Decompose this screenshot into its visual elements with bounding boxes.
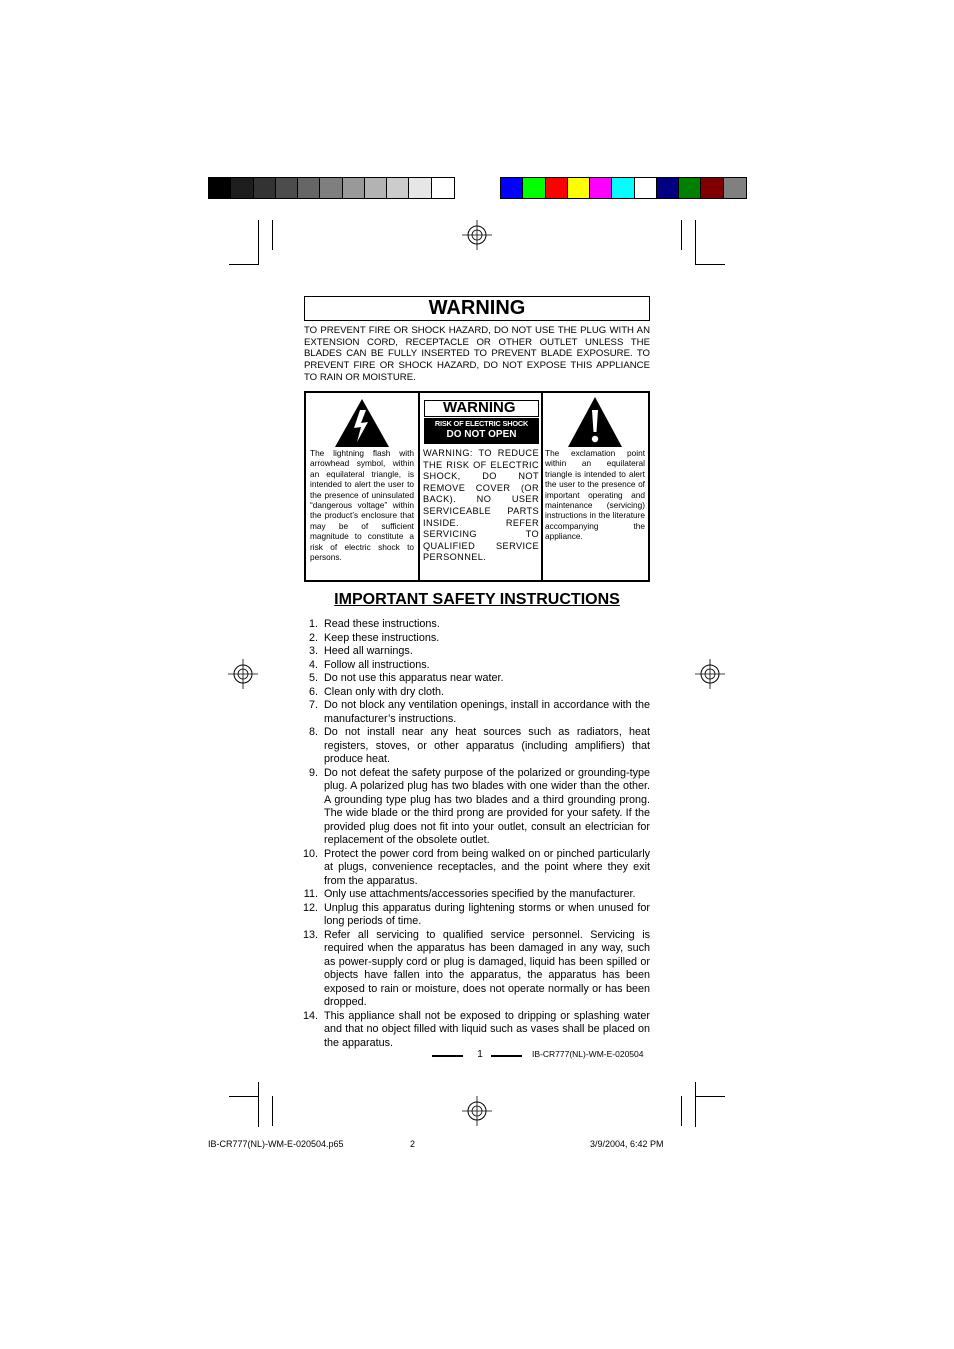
instruction-text: Do not use this apparatus near water.: [324, 672, 504, 684]
exclamation-description: The exclamation point within an equilateral triangle is intended to alert the user to the presence of important operating and maintenance (servicing) instructions in the literature accompanying the appliance.: [545, 448, 645, 542]
color-swatch: [501, 178, 523, 198]
instruction-number: 4.: [308, 658, 318, 671]
instruction-text: Do not install near any heat sources such as radiators, heat registers, stoves, or other apparatus (including amplifiers) that produce heat.: [324, 726, 650, 765]
crop-mark: [681, 1096, 682, 1126]
instruction-number: 14.: [302, 1009, 318, 1022]
color-swatch: [365, 178, 387, 198]
instruction-text: Do not block any ventilation openings, install in accordance with the manufacturer’s instructions.: [324, 699, 650, 725]
print-timestamp: 3/9/2004, 6:42 PM: [590, 1139, 664, 1149]
registration-target-icon: [462, 220, 492, 250]
warning-intro-text: TO PREVENT FIRE OR SHOCK HAZARD, DO NOT USE THE PLUG WITH AN EXTENSION CORD, RECEPTACLE OR OTHER OUTLET UNLESS THE BLADES CAN BE FULLY INSERTED TO PREVENT BLADE EXPOSURE. TO PREVENT FIRE OR SHOCK HAZARD, DO NOT EXPOSE THIS APPLIANCE TO RAIN OR MOISTURE.: [304, 325, 650, 383]
instruction-text: Clean only with dry cloth.: [324, 685, 445, 698]
instruction-item: [304, 659, 650, 673]
exclamation-column: [543, 393, 648, 580]
instruction-number: 6.: [308, 685, 318, 698]
lightning-column: [306, 393, 420, 580]
crop-mark: [229, 1096, 259, 1097]
instruction-item: [304, 726, 650, 767]
instruction-number: 10.: [302, 847, 318, 860]
color-swatch: [701, 178, 723, 198]
instruction-text: Refer all servicing to qualified service personnel. Servicing is required when the apparatus has been damaged in any way, such as power-supply cord or plug is damaged, liquid has been spilled or objects have fallen into the apparatus, the apparatus has been exposed to rain or moisture, does not operate normally or has been dropped.: [324, 928, 650, 1008]
instruction-text: Keep these instructions.: [324, 631, 440, 644]
registration-target-icon: [462, 1096, 492, 1126]
instruction-number: 2.: [308, 631, 318, 644]
instruction-text: This appliance shall not be exposed to dripping or splashing water and that no object filled with liquid such as vases shall be placed on the apparatus.: [324, 1009, 650, 1049]
risk-label: [424, 418, 539, 444]
color-swatch: [612, 178, 634, 198]
registration-target-icon: [695, 659, 725, 689]
color-swatch: [724, 178, 746, 198]
instruction-item: [304, 645, 650, 659]
color-swatch: [523, 178, 545, 198]
safety-symbol-box: [304, 391, 650, 582]
registration-target-icon: [228, 659, 258, 689]
instruction-text: Heed all warnings.: [324, 645, 413, 657]
warning-heading: WARNING: [304, 296, 650, 321]
center-warning-text: WARNING: TO REDUCE THE RISK OF ELECTRIC SHOCK, DO NOT REMOVE COVER (OR BACK). NO USER SERVICEABLE PARTS INSIDE. REFER SERVICING TO QUALIFIED SERVICE PERSONNEL.: [423, 448, 539, 563]
crop-mark: [681, 220, 682, 250]
instruction-item: [304, 929, 650, 1010]
safety-instructions-title: IMPORTANT SAFETY INSTRUCTIONS: [334, 591, 620, 608]
color-swatch: [635, 178, 657, 198]
file-name: IB-CR777(NL)-WM-E-020504.p65: [208, 1139, 344, 1149]
instruction-number: 7.: [308, 699, 318, 711]
instruction-number: 8.: [308, 726, 318, 738]
instruction-item: [304, 1010, 650, 1051]
page-number: 1: [477, 1049, 483, 1060]
grayscale-calibration-bar: [208, 177, 455, 199]
crop-mark: [695, 1096, 725, 1097]
color-calibration-bar: [500, 177, 747, 199]
lightning-description: The lightning flash with arrowhead symbol, within an equilateral triangle, is intended to alert the user to the presence of uninsulated “dangerous voltage” within the product’s enclosure that may be of sufficient magnitude to constitute a risk of electric shock to persons.: [310, 448, 414, 563]
instruction-item: [304, 848, 650, 889]
instruction-item: [304, 902, 650, 929]
instruction-number: 5.: [308, 672, 318, 684]
color-swatch: [679, 178, 701, 198]
instruction-item: [304, 632, 650, 646]
instruction-item: [304, 618, 650, 632]
instruction-item: [304, 888, 650, 902]
lightning-triangle-icon: [334, 398, 390, 448]
sheet-number: 2: [410, 1139, 416, 1149]
instruction-number: 13.: [302, 928, 318, 941]
instruction-number: 1.: [308, 618, 318, 630]
crop-mark: [695, 1082, 696, 1127]
crop-mark: [272, 1096, 273, 1126]
instruction-text: Do not defeat the safety purpose of the polarized or grounding-type plug. A polarized plug has two blades with one wider than the other. A grounding type plug has two blades and a third grounding prong. The wide blade or the third prong are provided for your safety. If the provided plug does not fit into your outlet, consult an electrician for replacement of the obsolete outlet.: [324, 766, 650, 846]
color-swatch: [298, 178, 320, 198]
color-swatch: [432, 178, 454, 198]
instruction-number: 3.: [308, 645, 318, 657]
instruction-item: [304, 672, 650, 686]
color-swatch: [590, 178, 612, 198]
instruction-text: Protect the power cord from being walked on or pinched particularly at plugs, convenience receptacles, and the point where they exit from the apparatus.: [324, 847, 650, 887]
crop-mark: [229, 264, 259, 265]
instruction-item: [304, 686, 650, 700]
color-swatch: [276, 178, 298, 198]
instruction-text: Only use attachments/accessories specified by the manufacturer.: [324, 888, 636, 900]
color-swatch: [568, 178, 590, 198]
color-swatch: [657, 178, 679, 198]
instruction-number: 11.: [303, 888, 318, 900]
instruction-item: [304, 699, 650, 726]
instruction-number: 12.: [302, 901, 318, 914]
center-warning-column: [420, 393, 543, 580]
risk-of-shock-text: RISK OF ELECTRIC SHOCK: [434, 419, 529, 428]
do-not-open-text: DO NOT OPEN: [446, 429, 517, 440]
color-swatch: [209, 178, 231, 198]
crop-mark: [258, 220, 259, 265]
instruction-text: Read these instructions.: [324, 618, 440, 630]
color-swatch: [320, 178, 342, 198]
color-swatch: [231, 178, 253, 198]
crop-mark: [695, 264, 725, 265]
instruction-text: Follow all instructions.: [324, 658, 430, 671]
crop-mark: [272, 220, 273, 250]
color-swatch: [387, 178, 409, 198]
safety-instructions-list: [304, 618, 650, 1050]
document-code: IB-CR777(NL)-WM-E-020504: [532, 1049, 644, 1059]
color-swatch: [254, 178, 276, 198]
color-swatch: [546, 178, 568, 198]
color-swatch: [343, 178, 365, 198]
color-swatch: [409, 178, 431, 198]
crop-mark: [258, 1082, 259, 1127]
instruction-item: [304, 767, 650, 848]
exclamation-triangle-icon: [567, 396, 623, 448]
instruction-number: 9.: [308, 766, 318, 779]
instruction-text: Unplug this apparatus during lightening storms or when unused for long periods of time.: [324, 901, 650, 927]
center-warning-title: WARNING: [424, 400, 539, 417]
crop-mark: [695, 220, 696, 265]
